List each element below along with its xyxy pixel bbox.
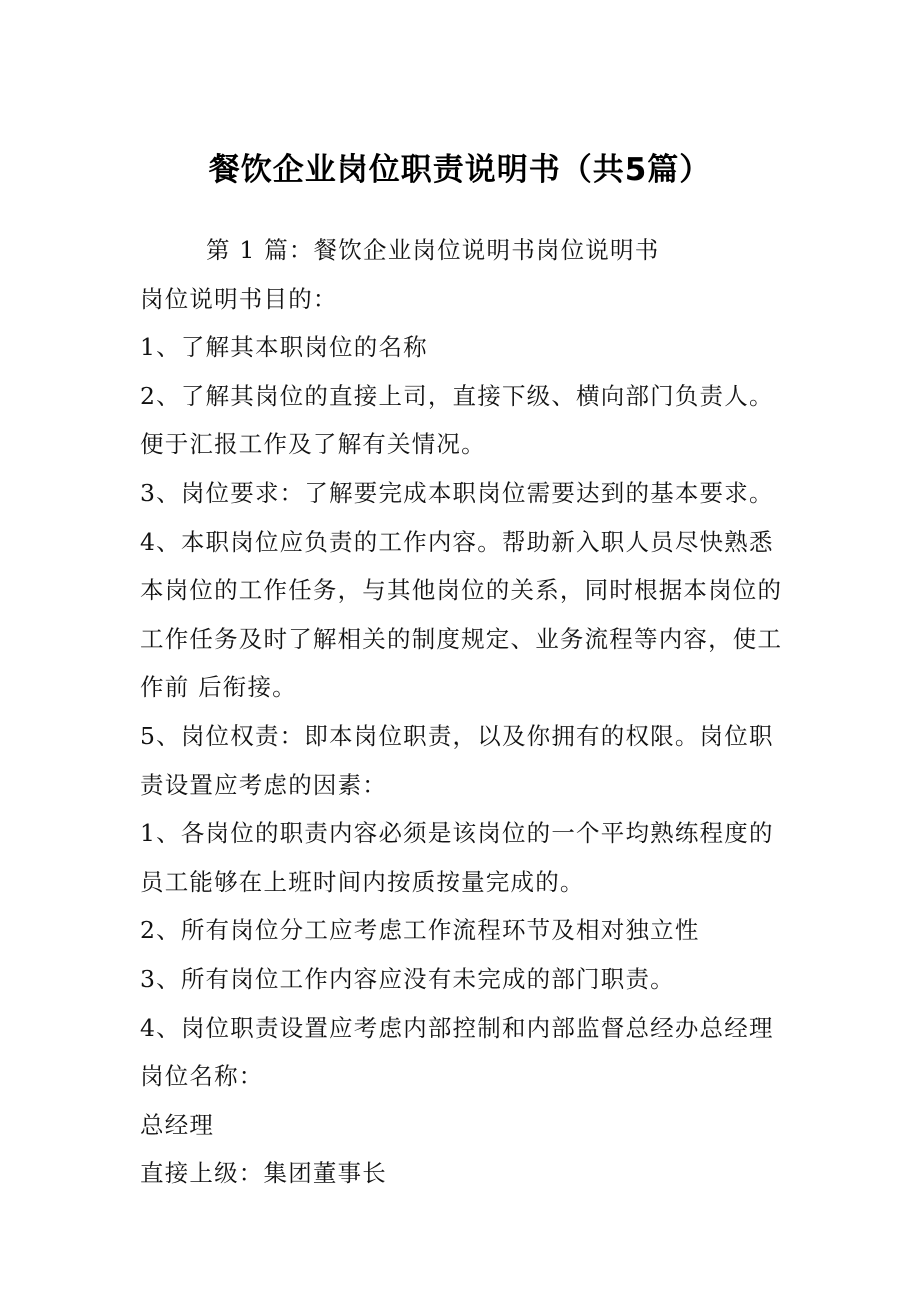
section-heading: 第 1 篇：餐饮企业岗位说明书岗位说明书 [206,236,660,264]
paragraph-line: 2、所有岗位分工应考虑工作流程环节及相对独立性 [140,916,700,945]
paragraph-line: 岗位名称： [140,1062,264,1091]
paragraph-line: 5、岗位权责：即本岗位职责，以及你拥有的权限。岗位职 [140,721,774,750]
paragraph-line: 责设置应考虑的因素： [140,770,387,799]
paragraph-line: 1、各岗位的职责内容必须是该岗位的一个平均熟练程度的 [140,819,774,848]
paragraph-line: 本岗位的工作任务，与其他岗位的关系，同时根据本岗位的 [140,576,783,605]
paragraph-line: 岗位说明书目的： [140,284,338,313]
paragraph-line: 作前 后衔接。 [140,673,297,702]
paragraph-line: 2、了解其岗位的直接上司，直接下级、横向部门负责人。 [140,381,774,410]
paragraph-line: 便于汇报工作及了解有关情况。 [140,430,486,459]
paragraph-line: 员工能够在上班时间内按质按量完成的。 [140,867,585,896]
document-title: 餐饮企业岗位职责说明书（共5篇） [208,152,712,188]
paragraph-line: 4、本职岗位应负责的工作内容。帮助新入职人员尽快熟悉 [140,527,774,556]
paragraph-line: 1、了解其本职岗位的名称 [140,333,428,362]
document-body [140,226,790,1198]
paragraph-line: 工作任务及时了解相关的制度规定、业务流程等内容，使工 [140,624,783,653]
paragraph-line: 4、岗位职责设置应考虑内部控制和内部监督总经办总经理 [140,1013,774,1042]
paragraph-line: 直接上级：集团董事长 [140,1159,387,1188]
paragraph-line: 3、所有岗位工作内容应没有未完成的部门职责。 [140,964,675,993]
paragraph-line: 3、岗位要求：了解要完成本职岗位需要达到的基本要求。 [140,478,774,507]
paragraph-line: 总经理 [140,1110,215,1139]
